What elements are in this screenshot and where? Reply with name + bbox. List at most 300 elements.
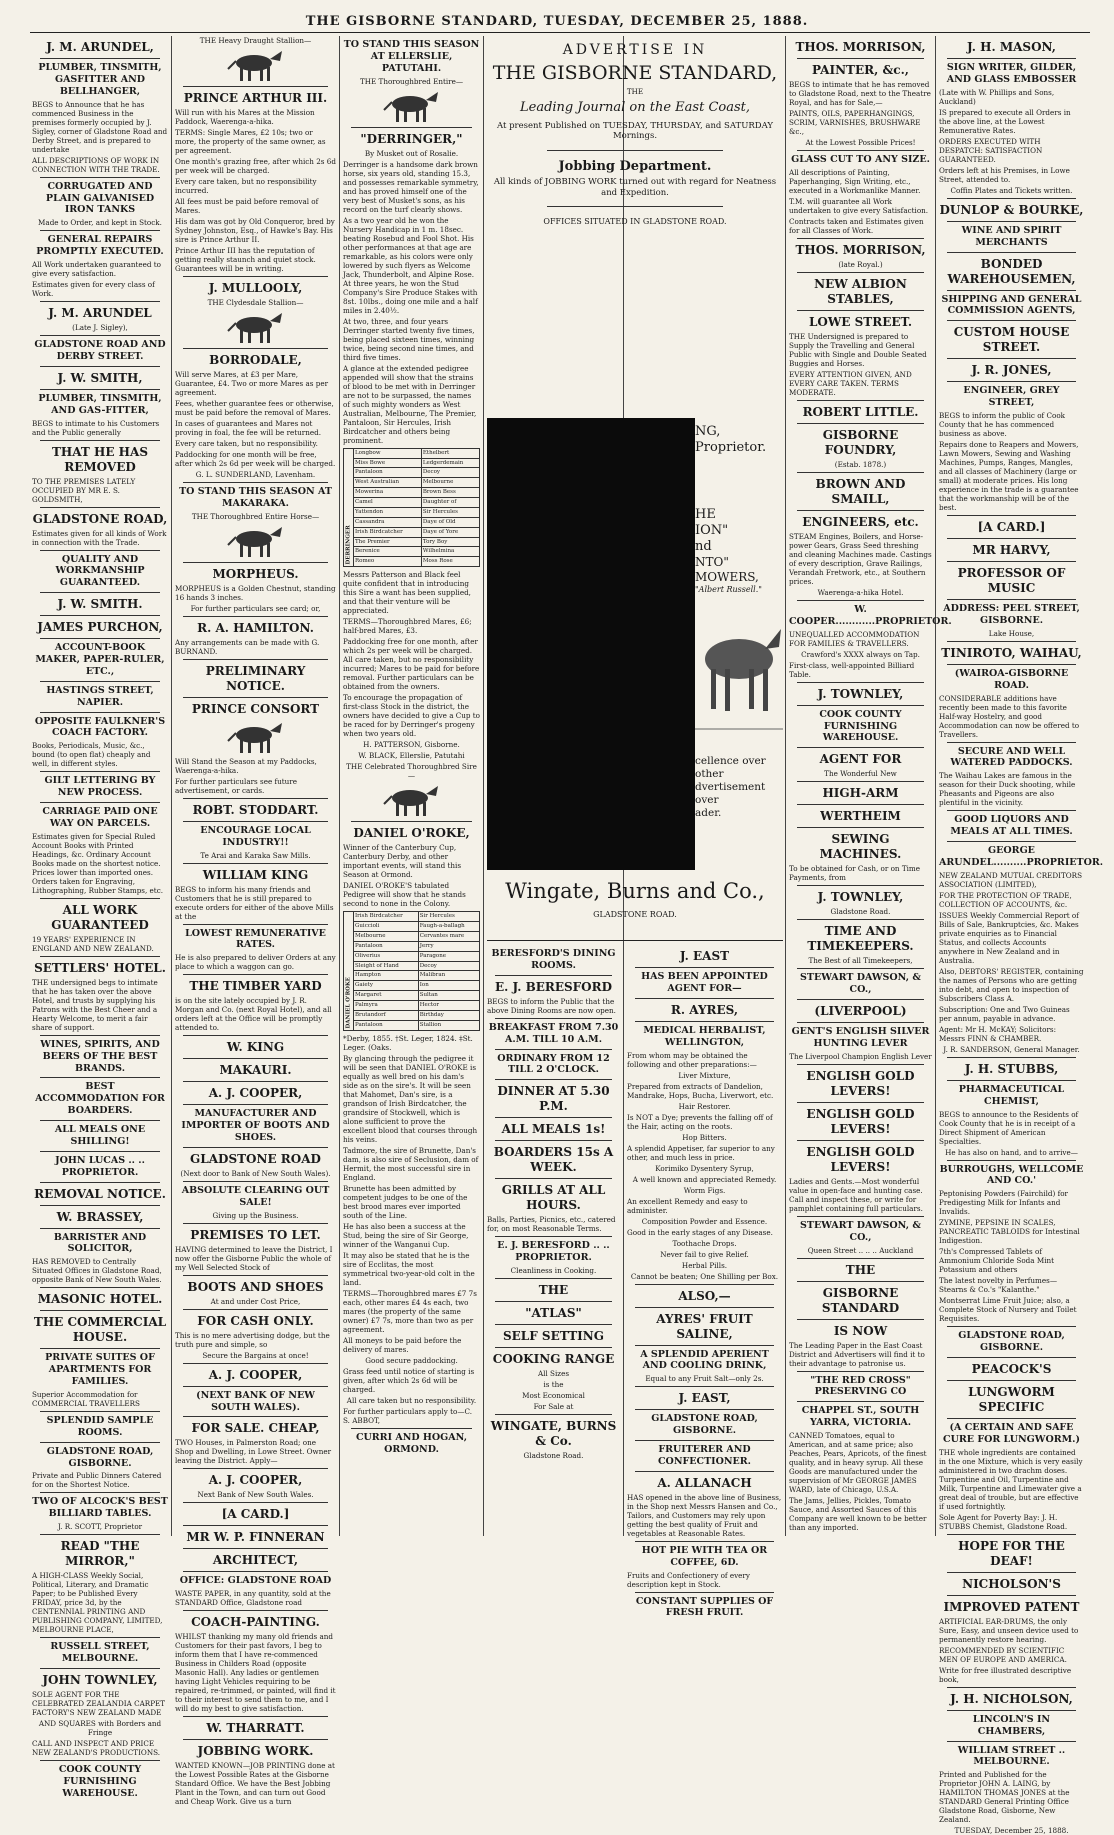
ad-text: Sole Agent for Poverty Bay: J. H. STUBBS Chemist, Gladstone Road.: [939, 1512, 1068, 1531]
ad-heading: J. H. STUBBS,: [964, 1061, 1059, 1076]
pedigree-cell: Pantaloon: [354, 941, 419, 951]
ad-line: H. PATTERSON, Gisborne.: [363, 740, 460, 750]
ad-line: (late Royal.): [838, 259, 883, 269]
ad-line: AND SQUARES with Borders and Fringe: [38, 1718, 162, 1737]
ad-line: Equal to any Fruit Salt—only 2s.: [645, 1374, 764, 1384]
ad-separator: [495, 1018, 612, 1019]
ad-text: MORPHEUS is a Golden Chestnut, standing 16 hands 3 inches.: [175, 583, 336, 602]
ad-text: CONSIDERABLE additions have recently been made to this favorite Half-way Hostelry, and good Accommodation can now be offered to Travellers.: [939, 693, 1080, 739]
column-5-lower: [627, 945, 782, 1619]
ad-heading: JOHN LUCAS .. .. PROPRIETOR.: [55, 1154, 145, 1178]
ad-heading: DUNLOP & BOURKE,: [939, 202, 1084, 217]
ad-line: Crawford's XXXX always on Tap.: [801, 649, 920, 659]
ad-line: All Sizes: [537, 1369, 570, 1378]
ad-heading: CUSTOM HOUSE STREET.: [953, 325, 1070, 355]
ad-text: WASTE PAPER, in any quantity, sold at the STANDARD Office, Gladstone road: [175, 1589, 331, 1608]
ad-text: (Late with W. Phillips and Sons, Auckland): [939, 87, 1055, 106]
ad-heading: J. H. NICHOLSON,: [950, 1691, 1073, 1706]
ad-heading: FOR CASH ONLY.: [197, 1313, 314, 1328]
ad-line: W. BLACK, Ellerslie, Patutahi: [358, 751, 465, 761]
horse-illustration: [382, 88, 442, 124]
ad-text: BEGS to announce to the Residents of Cook County that he is in receipt of a Direct Shipment of American Specialties.: [939, 1109, 1079, 1146]
pedigree-cell: Longbow: [354, 448, 422, 458]
ad-separator: [797, 1401, 924, 1402]
ad-line: TUESDAY, December 25, 1888.: [954, 1826, 1069, 1835]
ad-separator: [495, 1236, 612, 1237]
ad-separator: [947, 742, 1076, 743]
ad-separator: [40, 802, 160, 803]
ad-line: Most Economical: [522, 1391, 585, 1400]
ad-separator: [351, 1428, 472, 1429]
ad-line: Good secure paddocking.: [365, 1355, 458, 1365]
ad-text: Estimates given for all kinds of Work in connection with the Trade.: [32, 528, 167, 547]
ad-heading: ROBERT LITTLE.: [802, 404, 919, 419]
ad-line: For Sale at: [533, 1402, 574, 1411]
offices-text: OFFICES SITUATED IN GLADSTONE ROAD.: [543, 217, 727, 227]
ad-heading: ORDINARY FROM 12 TILL 2 O'CLOCK.: [497, 1052, 610, 1076]
advertisement-fragment: dvertisement over: [695, 780, 766, 806]
ad-separator: [947, 252, 1076, 253]
ad-separator: [183, 863, 328, 864]
ad-heading: JAMES PURCHON,: [37, 620, 163, 635]
ad-separator: [183, 482, 328, 483]
ad-text: The latest novelty in Perfumes—Stearns & Co.'s "Kalanthe.": [939, 1276, 1058, 1295]
ad-heading: R. AYRES,: [670, 1002, 739, 1017]
ad-separator: [797, 423, 924, 424]
ad-separator: [183, 1525, 328, 1526]
ad-heading: ROBT. STODDART.: [192, 802, 319, 817]
ad-text: For further particulars apply to—C. S. ABBOT,: [343, 1406, 473, 1425]
ad-separator: [947, 320, 1076, 321]
ad-heading: J. R. JONES,: [971, 363, 1052, 378]
ad-text: A splendid Appetiser, far superior to any other, and much less in price.: [627, 1143, 775, 1162]
ad-separator: [40, 1035, 160, 1036]
ad-heading: W. BRASSEY,: [56, 1209, 144, 1224]
ad-text: THE undersigned begs to intimate that he has taken over the above Hotel, and trusts by supplying his Patrons with the Best Cheer and a Hearty Welcome, to merit a fair share of support.: [32, 977, 158, 1032]
ad-separator: [635, 1284, 774, 1285]
ad-text: He has also been a success at the Stud, being the sire of Sir George, winner of the Wanganui Cup.: [343, 1221, 469, 1249]
ad-heading: AYRES' FRUIT SALINE,: [656, 1311, 753, 1341]
ad-line: Cannot be beaten; One Shilling per Box.: [630, 1271, 779, 1281]
ad-separator: [797, 150, 924, 151]
ad-separator: [635, 1021, 774, 1022]
ad-separator: [183, 821, 328, 822]
ad-text: Derringer is a handsome dark brown horse, six years old, standing 15.3, and possesses remarkable symmetry, and has proved himself one of the very best of Musket's sons, as his record on the turf clearly shows.: [343, 159, 479, 214]
ad-separator: [947, 1380, 1076, 1381]
ad-separator: [947, 538, 1076, 539]
pedigree-table: [343, 448, 480, 568]
ad-heading: J. EAST,: [678, 1391, 731, 1406]
pedigree-cell: Guiccioli: [354, 922, 419, 932]
ad-heading: THE: [538, 1283, 569, 1297]
ad-separator: [947, 381, 1076, 382]
ad-line: The Best of all Timekeepers,: [808, 956, 913, 966]
ad-heading: A SPLENDID APERIENT AND COOLING DRINK,: [640, 1348, 769, 1372]
ad-text: EVERY ATTENTION GIVEN, AND EVERY CARE TAKEN. TERMS MODERATE.: [789, 369, 912, 397]
ad-heading: PROFESSOR OF MUSIC: [957, 566, 1066, 595]
wingate-heading: Wingate, Burns and Co.,: [505, 879, 765, 903]
ad-separator: [495, 1178, 612, 1179]
ad-line: THE Heavy Draught Stallion—: [199, 36, 312, 45]
ad-text: Any arrangements can be made with G. BURNAND.: [175, 637, 320, 656]
ad-text: All Work undertaken guaranteed to give every satisfaction.: [32, 260, 161, 278]
ad-text: is on the site lately occupied by J. R. Morgan and Co. (next Royal Hotel), and all orders left at the Office will be promptly attended to.: [175, 996, 332, 1033]
ad-text: Books, Periodicals, Music, &c., bound (to open flat) cheaply and well, in different styles.: [32, 741, 151, 769]
ad-heading: BURROUGHS, WELLCOME AND CO.': [939, 1163, 1084, 1187]
column-6: [789, 36, 952, 1536]
ad-heading: ALL MEALS 1s!: [501, 1122, 606, 1137]
ad-heading: FOR SALE. CHEAP,: [191, 1421, 320, 1436]
ad-heading: A. ALLANACH: [657, 1475, 752, 1490]
ad-heading: TWO OF ALCOCK'S BEST BILLIARD TABLES.: [32, 1496, 168, 1520]
ad-text: To encourage the propagation of first-class Stock in the district, the owners have decided to give a Cup to be raced for by Derringer's progeny when two years old.: [343, 693, 481, 739]
ad-text: ALL DESCRIPTIONS OF WORK IN CONNECTION WITH THE TRADE.: [32, 155, 160, 174]
ad-text: ISSUES Weekly Commercial Report of Bills of Sale, Bankruptcies, &c. Makes private enquiries as to Financial Status, and collects Accounts anywhere in New Zealand and in Australia.: [939, 910, 1079, 965]
pedigree-cell: Jerry: [418, 941, 479, 951]
ad-separator: [183, 659, 328, 660]
ad-heading: WILLIAM KING: [202, 867, 309, 882]
ad-text: TERMS—Thoroughbred Mares, £6; half-bred Mares, £3.: [343, 617, 472, 636]
ad-separator: [797, 968, 924, 969]
ad-heading: GLADSTONE ROAD, GISBORNE.: [651, 1413, 758, 1437]
ad-separator: [495, 1140, 612, 1141]
ad-separator: [40, 1205, 160, 1206]
column-2: [175, 36, 336, 1807]
ad-heading: SHIPPING AND GENERAL COMMISSION AGENTS,: [941, 293, 1082, 317]
ad-separator: [797, 1258, 924, 1259]
published-days: At present Published on TUESDAY, THURSDAY, and SATURDAY Mornings.: [496, 120, 774, 142]
ad-heading: MEDICAL HERBALIST, WELLINGTON,: [643, 1024, 766, 1048]
ad-text: BEGS to Announce that he has commenced Business in the premises formerly occupied by J. Sigley, corner of Gladstone Road and Derby Street, and is prepared to undertake: [32, 99, 168, 154]
ad-separator: [797, 600, 924, 601]
ad-separator: [947, 641, 1076, 642]
ad-heading: GLASS CUT TO ANY SIZE.: [791, 154, 930, 165]
ad-line: At and under Cost Price,: [210, 1296, 301, 1306]
horses-illustration: [695, 599, 783, 749]
ad-heading: "DERRINGER,": [360, 131, 463, 146]
ad-heading: MAKAURI.: [219, 1063, 292, 1078]
ad-text: *Derby, 1855. †St. Leger, 1824. ‡St. Leger. (Oaks.: [343, 1033, 473, 1052]
ad-separator: [40, 1492, 160, 1493]
pedigree-cell: Tory Boy: [421, 537, 479, 547]
ad-separator: [183, 924, 328, 925]
column-1: [32, 36, 168, 1799]
ad-heading: WERTHEIM: [820, 809, 901, 824]
pedigree-cell: Stallion: [418, 1020, 479, 1030]
ad-heading: W. THARRATT.: [206, 1721, 305, 1736]
ad-separator: [635, 1592, 774, 1593]
redaction-block: [487, 418, 695, 870]
ad-heading: STEWART DAWSON, & CO.,: [800, 972, 921, 996]
ad-separator: [947, 58, 1076, 59]
ad-text: TWO Houses, in Palmerston Road; one Shop and Dwelling, in Lowe Street. Owner leaving the District. Apply—: [175, 1438, 332, 1466]
ad-text: He is also prepared to deliver Orders at any place to which a waggon can go.: [175, 953, 336, 972]
ad-separator: [183, 697, 328, 698]
ad-text: Will serve Mares, at £3 per Mare, Guarantee, £4. Two or more Mares as per agreement.: [175, 370, 329, 397]
ad-text: This is no mere advertising dodge, but the truth pure and simple, so: [175, 1330, 330, 1349]
mowers-fragment: NTO" MOWERS,: [695, 555, 759, 585]
ad-line: Gladstone Road.: [523, 1451, 584, 1460]
ad-heading: ENGLISH GOLD LEVERS!: [806, 1144, 915, 1174]
pedigree-cell: Oliverius: [354, 951, 419, 961]
ad-separator: [797, 472, 924, 473]
ad-line: Waerenga-a-hika Hotel.: [817, 587, 904, 597]
pedigree-cell: Gaiety: [354, 981, 419, 991]
ad-heading: ENGLISH GOLD LEVERS!: [806, 1106, 915, 1136]
ad-separator: [635, 1307, 774, 1308]
ad-heading: BONDED WAREHOUSEMEN,: [947, 256, 1076, 286]
ad-heading: IS NOW: [833, 1323, 888, 1338]
masthead-rule: [30, 32, 1090, 33]
ad-line: (Late J. Sigley),: [72, 323, 128, 332]
horse-illustration: [382, 782, 442, 818]
ad-line: Gladstone Road.: [830, 907, 891, 917]
ad-text: Winner of the Canterbury Cup, Canterbury Derby, and other important events, will stand this Season at Ormond.: [343, 843, 462, 880]
ad-line: For further particulars see card; or,: [190, 603, 321, 613]
ad-text: Good in the early stages of any Disease.: [627, 1227, 773, 1237]
ad-text: Balls, Parties, Picnics, etc., catered for, on most Reasonable Terms.: [487, 1215, 616, 1234]
ad-text: ZYMINE, PEPSINE IN SCALES, PANCREATIC TABLOIDS for Intestinal Indigestion.: [939, 1218, 1080, 1246]
ad-text: THE whole ingredients are contained in the one Mixture, which is very easily administered in two drachm doses. Turpentine and Oil, Turpentine and Milk, Turpentine and Limewater give a great deal of trouble, but are effective if used fortnightly.: [939, 1447, 1083, 1511]
ad-heading: J. TOWNLEY,: [817, 686, 904, 701]
ad-text: The Waihau Lakes are famous in the season for their Duck shooting, while Pheasants and Pigeons are also plentiful in the vicinity.: [939, 771, 1076, 808]
ad-separator: [183, 86, 328, 87]
standard-advertisement: [487, 36, 783, 416]
ad-separator: [797, 1102, 924, 1103]
wingate-advertisement: [487, 872, 783, 932]
column-3: [343, 36, 480, 1536]
ad-heading: GENT'S ENGLISH SILVER HUNTING LEVER: [791, 1026, 930, 1049]
ad-separator: [797, 272, 924, 273]
ad-text: T.M. will guarantee all Work undertaken to give every Satisfaction.: [789, 196, 929, 215]
ad-text: TERMS: Single Mares, £2 10s; two or more, the property of the same owner, as per agreement.: [175, 128, 326, 155]
ad-separator: [40, 638, 160, 639]
ad-text: Prepared from extracts of Dandelion, Mandrake, Hops, Bucha, Liverwort, etc.: [627, 1081, 774, 1100]
ad-text: Will Stand the Season at my Paddocks, Waerenga-a-hika.: [175, 756, 317, 775]
ad-heading: HASTINGS STREET, NAPIER.: [46, 684, 154, 708]
column-4-lower: [487, 945, 620, 1535]
ad-heading: LUNGWORM SPECIFIC: [968, 1385, 1055, 1414]
ad-heading: THAT HE HAS REMOVED: [51, 444, 148, 474]
ad-heading: [A CARD.]: [221, 1507, 290, 1522]
ad-text: For further particulars see future advertisement, or cards.: [175, 776, 297, 795]
ad-line: All care taken but no responsibility.: [346, 1395, 477, 1405]
ad-separator: [40, 507, 160, 508]
ad-heading: GOOD LIQUORS AND MEALS AT ALL TIMES.: [950, 814, 1073, 838]
ad-heading: PHARMACEUTICAL CHEMIST,: [958, 1083, 1065, 1107]
ad-separator: [40, 1637, 160, 1638]
ad-separator: [40, 366, 160, 367]
ad-heading: ALSO,—: [678, 1288, 731, 1303]
pedigree-cell: Camel: [354, 498, 422, 508]
ad-text: All descriptions of Painting, Paperhanging, Sign Writing, etc., executed in a Workmanlike Manner.: [789, 167, 921, 195]
ad-separator: [797, 682, 924, 683]
ad-heading: CORRUGATED AND PLAIN GALVANISED IRON TANKS: [45, 180, 155, 216]
pedigree-cell: Yattendon: [354, 507, 422, 517]
ad-heading: ALL WORK GUARANTEED: [51, 902, 149, 932]
ad-heading: MR W. P. FINNERAN: [186, 1530, 325, 1545]
ad-separator: [183, 1363, 328, 1364]
ad-text: First-class, well-appointed Billiard Table.: [789, 660, 915, 679]
ad-text: Paddocking free for one month, after which 2s per week will be charged. All care taken, but no responsibility incurred; Mares to be paid for before removal. Further particulars can be obtained from the owners.: [343, 637, 480, 692]
ad-text: WANTED KNOWN—JOB PRINTING done at the Lowest Possible Rates at the Gisborne Standard Office. We have the Best Jobbing Plant in the Town, and can turn out Good and Cheap Work. Give us a turn: [175, 1761, 335, 1807]
ad-separator: [40, 1534, 160, 1535]
ad-separator: [797, 1064, 924, 1065]
ad-text: Montserrat Lime Fruit Juice; also, a Complete Stock of Nursery and Toilet Requisites.: [939, 1296, 1077, 1324]
ad-separator: [797, 310, 924, 311]
ad-heading: R. A. HAMILTON.: [197, 620, 314, 635]
ad-separator: [495, 1079, 612, 1080]
ad-separator: [40, 1310, 160, 1311]
ad-separator: [40, 230, 160, 231]
jobbing-text: All kinds of JOBBING WORK turned out with regard for Neatness and Expedition.: [493, 177, 777, 198]
ad-text: In cases of guarantees and Mares not proving in foal, the fee will be returned.: [175, 419, 321, 437]
ad-separator: [183, 616, 328, 617]
excellence-fragment: cellence over other: [695, 754, 766, 780]
ad-separator: [947, 1687, 1076, 1688]
column-divider: [785, 36, 786, 1536]
he-fragment: HE: [695, 506, 716, 522]
ad-separator: [183, 1502, 328, 1503]
ad-text: The Leading Paper in the East Coast District and Advertisers will find it to their advantage to patronise us.: [789, 1340, 925, 1368]
pedigree-cell: Paragone: [418, 951, 479, 961]
ad-heading: HOPE FOR THE DEAF!: [958, 1538, 1065, 1568]
ad-line: Herbal Pills.: [681, 1260, 728, 1270]
pedigree-cell: Margaret: [354, 991, 419, 1001]
ad-heading: J. MULLOOLY,: [208, 281, 303, 295]
ad-separator: [947, 1710, 1076, 1711]
pedigree-cell: Daughter of: [421, 498, 479, 508]
ad-text: A HIGH-CLASS Weekly Social, Political, Literary, and Dramatic Paper; to be Published Every FRIDAY, price 3d, by the CENTENNIAL PRINTING AND PUBLISHING COMPANY, LIMITED, MELBOURNE PLACE,: [32, 1571, 163, 1635]
ad-heading: BOARDERS 15s A WEEK.: [493, 1145, 614, 1175]
ad-separator: [635, 1345, 774, 1346]
ad-separator: [40, 1442, 160, 1443]
ad-heading: MASONIC HOTEL.: [37, 1292, 163, 1307]
ad-heading: GRILLS AT ALL HOURS.: [501, 1183, 606, 1213]
ad-text: BEGS to inform his many friends and Customers that he is still prepared to execute orders for either of the above Mills at the: [175, 884, 334, 921]
ad-heading: PLUMBER, TINSMITH, GASFITTER AND BELLHANGER,: [38, 62, 162, 97]
ad-separator: [495, 1324, 612, 1325]
ad-heading: PLUMBER, TINSMITH, AND GAS-FITTER,: [38, 392, 162, 416]
ad-separator: [40, 177, 160, 178]
ad-line: THE Thoroughbred Entire Horse—: [191, 511, 320, 521]
ad-heading: BOOTS AND SHOES: [187, 1279, 324, 1294]
the-label: THE: [626, 87, 644, 97]
pedigree-cell: Sir Hercules: [421, 507, 479, 517]
ad-separator: [183, 1610, 328, 1611]
ad-line: Hop Bitters.: [682, 1132, 727, 1142]
ad-text: Tadmore, the sire of Brunette, Dan's dam, is also sire of Seclusion, dam of Hermit, the most successful sire in England.: [343, 1145, 479, 1182]
pedigree-horse-name: DANIEL O'ROKE: [344, 912, 354, 1031]
ad-heading: PRIVATE SUITES OF APARTMENTS FOR FAMILIES.: [45, 1352, 155, 1387]
ad-separator: [40, 1348, 160, 1349]
ad-heading: TIME AND TIMEKEEPERS.: [807, 924, 914, 954]
ad-heading: GISBORNE STANDARD: [821, 1285, 900, 1315]
ad-separator: [947, 1741, 1076, 1742]
ad-separator: [797, 1022, 924, 1023]
ad-text: HAVING determined to leave the District, I now offer the Gisborne Public the whole of my Well Selected Stock of: [175, 1244, 333, 1272]
pedigree-cell: Pantaloon: [354, 1020, 419, 1030]
ad-text: STEAM Engines, Boilers, and Horse-power Gears, Grass Seed threshing and cleaning Machines made. Castings of every description, Grave Railings, Verandah Fretwork, etc., at Southern prices.: [789, 531, 932, 586]
ad-heading: W. COOPER............PROPRIETOR.: [789, 603, 952, 627]
ad-heading: E. J. BERESFORD: [494, 979, 613, 994]
ad-line: Giving up the Business.: [212, 1210, 299, 1220]
ad-text: An excellent Remedy and easy to administer.: [627, 1196, 748, 1215]
ad-heading: [A CARD.]: [977, 520, 1046, 534]
ad-text: UNEQUALLED ACCOMMODATION FOR FAMILIES & TRAVELLERS.: [789, 629, 920, 648]
ad-heading: LINCOLN'S IN CHAMBERS,: [972, 1713, 1051, 1737]
ad-heading: ENCOURAGE LOCAL INDUSTRY!!: [200, 824, 311, 848]
ad-separator: [183, 798, 328, 799]
pedigree-cell: Decoy: [418, 961, 479, 971]
ad-separator: [183, 1468, 328, 1469]
ad-line: THE Thoroughbred Entire—: [359, 76, 464, 86]
ad-text: Superior Accommodation for COMMERCIAL TRAVELLERS: [32, 1389, 140, 1408]
ad-separator: [797, 885, 924, 886]
ad-line: THE Celebrated Thoroughbred Sire—: [346, 762, 477, 781]
ad-separator: [947, 1534, 1076, 1535]
pedigree-cell: Decoy: [421, 468, 479, 478]
pedigree-cell: Sir Hercules: [418, 912, 479, 922]
ad-text: 7th's Compressed Tablets of Ammonium Chloride Soda Mint Potassium and others: [939, 1247, 1055, 1275]
ad-line: (Estab. 1878.): [834, 459, 887, 469]
pedigree-cell: Ion: [418, 981, 479, 991]
ad-heading: REMOVAL NOTICE.: [34, 1186, 166, 1201]
ad-text: BEGS to intimate that he has removed to Gladstone Road, next to the Theatre Royal, and has for Sale,—: [789, 80, 931, 107]
pedigree-cell: Hampton: [354, 971, 419, 981]
ad-heading: BREAKFAST FROM 7.30 A.M. TILL 10 A.M.: [488, 1021, 619, 1045]
ad-text: As a two year old he won the Nursery Handicap in 1 m. 18sec. beating Rosebud and Fool Shot. His other performances at that age are remarkable, as his colors were only lowered by such flyers as Welcome Jack, Thunderbolt, and Alpine Rose. At three years, he won the Stud Company's Sire Produce Stakes with 8st. 10lbs., doing one mile and a half miles in 2.40½.: [343, 215, 478, 315]
ad-separator: [947, 599, 1076, 600]
ad-heading: TO STAND THIS SEASON AT MAKARAKA.: [179, 486, 332, 509]
ad-heading: GLADSTONE ROAD AND DERBY STREET.: [34, 339, 166, 362]
ad-text: CALL AND INSPECT AND PRICE NEW ZEALAND'S PRODUCTIONS.: [32, 1738, 161, 1757]
ad-line: Cleanliness in Cooking.: [510, 1266, 597, 1275]
pedigree-cell: Sultan: [418, 991, 479, 1001]
ad-line: Next Bank of New South Wales.: [197, 1490, 314, 1500]
pedigree-cell: Brutandorf: [354, 1010, 419, 1020]
column-divider: [935, 36, 936, 1536]
ad-separator: [947, 358, 1076, 359]
ad-separator: [183, 276, 328, 277]
ad-separator: [183, 1275, 328, 1276]
ad-separator: [40, 550, 160, 551]
ad-heading: A. J. COOPER,: [208, 1473, 303, 1488]
ad-line: THE Clydesdale Stallion—: [207, 298, 304, 307]
ad-text: It may also be stated that he is the sire of Ecclitas, the most symmetrical two-year-old colt in the land.: [343, 1250, 475, 1287]
ad-heading: (A CERTAIN AND SAFE CURE FOR LUNGWORM.): [943, 1422, 1080, 1445]
ad-heading: (NEXT BANK OF NEW SOUTH WALES).: [196, 1389, 315, 1413]
ad-separator: [797, 1140, 924, 1141]
ad-text: A glance at the extended pedigree appended will show that the strains of blood to be met with in Derringer are not to be surpassed, the names of such mighty wonders as West Australian, Melbourne, The Premier, Pantaloon, Sir Hercules, Irish Birdcatcher and others being prominent.: [343, 363, 477, 445]
ad-heading: HIGH-ARM: [822, 786, 899, 801]
ad-heading: SIGN WRITER, GILDER, AND GLASS EMBOSSER: [946, 62, 1077, 85]
ad-separator: [40, 712, 160, 713]
ad-separator: [183, 1223, 328, 1224]
ad-line: Te Arai and Karaka Saw Mills.: [200, 850, 311, 860]
pedigree-cell: Faugh-a-ballagh: [418, 922, 479, 932]
ad-line: J. R. SANDERSON, General Manager.: [943, 1044, 1080, 1054]
ad-heading: QUALITY AND WORKMANSHIP GUARANTEED.: [55, 553, 145, 589]
ad-separator: [947, 841, 1076, 842]
ad-separator: [947, 198, 1076, 199]
masthead: THE GISBORNE STANDARD, TUESDAY, DECEMBER 25, 1888.: [305, 14, 809, 29]
ad-text: Contracts taken and Estimates given for all Classes of Work.: [789, 216, 924, 235]
ad-text: HAS opened in the above line of Business, in the Shop next Messrs Hansen and Co., Tailors, and Customers may rely upon getting the best quality of Fruit and vegetables at Reasonable Rates.: [627, 1492, 782, 1538]
ad-heading: BERESFORD'S DINING ROOMS.: [491, 948, 616, 971]
ad-heading: E. J. BERESFORD .. .. PROPRIETOR.: [497, 1240, 610, 1264]
ion-fragment: ION": [695, 522, 729, 538]
